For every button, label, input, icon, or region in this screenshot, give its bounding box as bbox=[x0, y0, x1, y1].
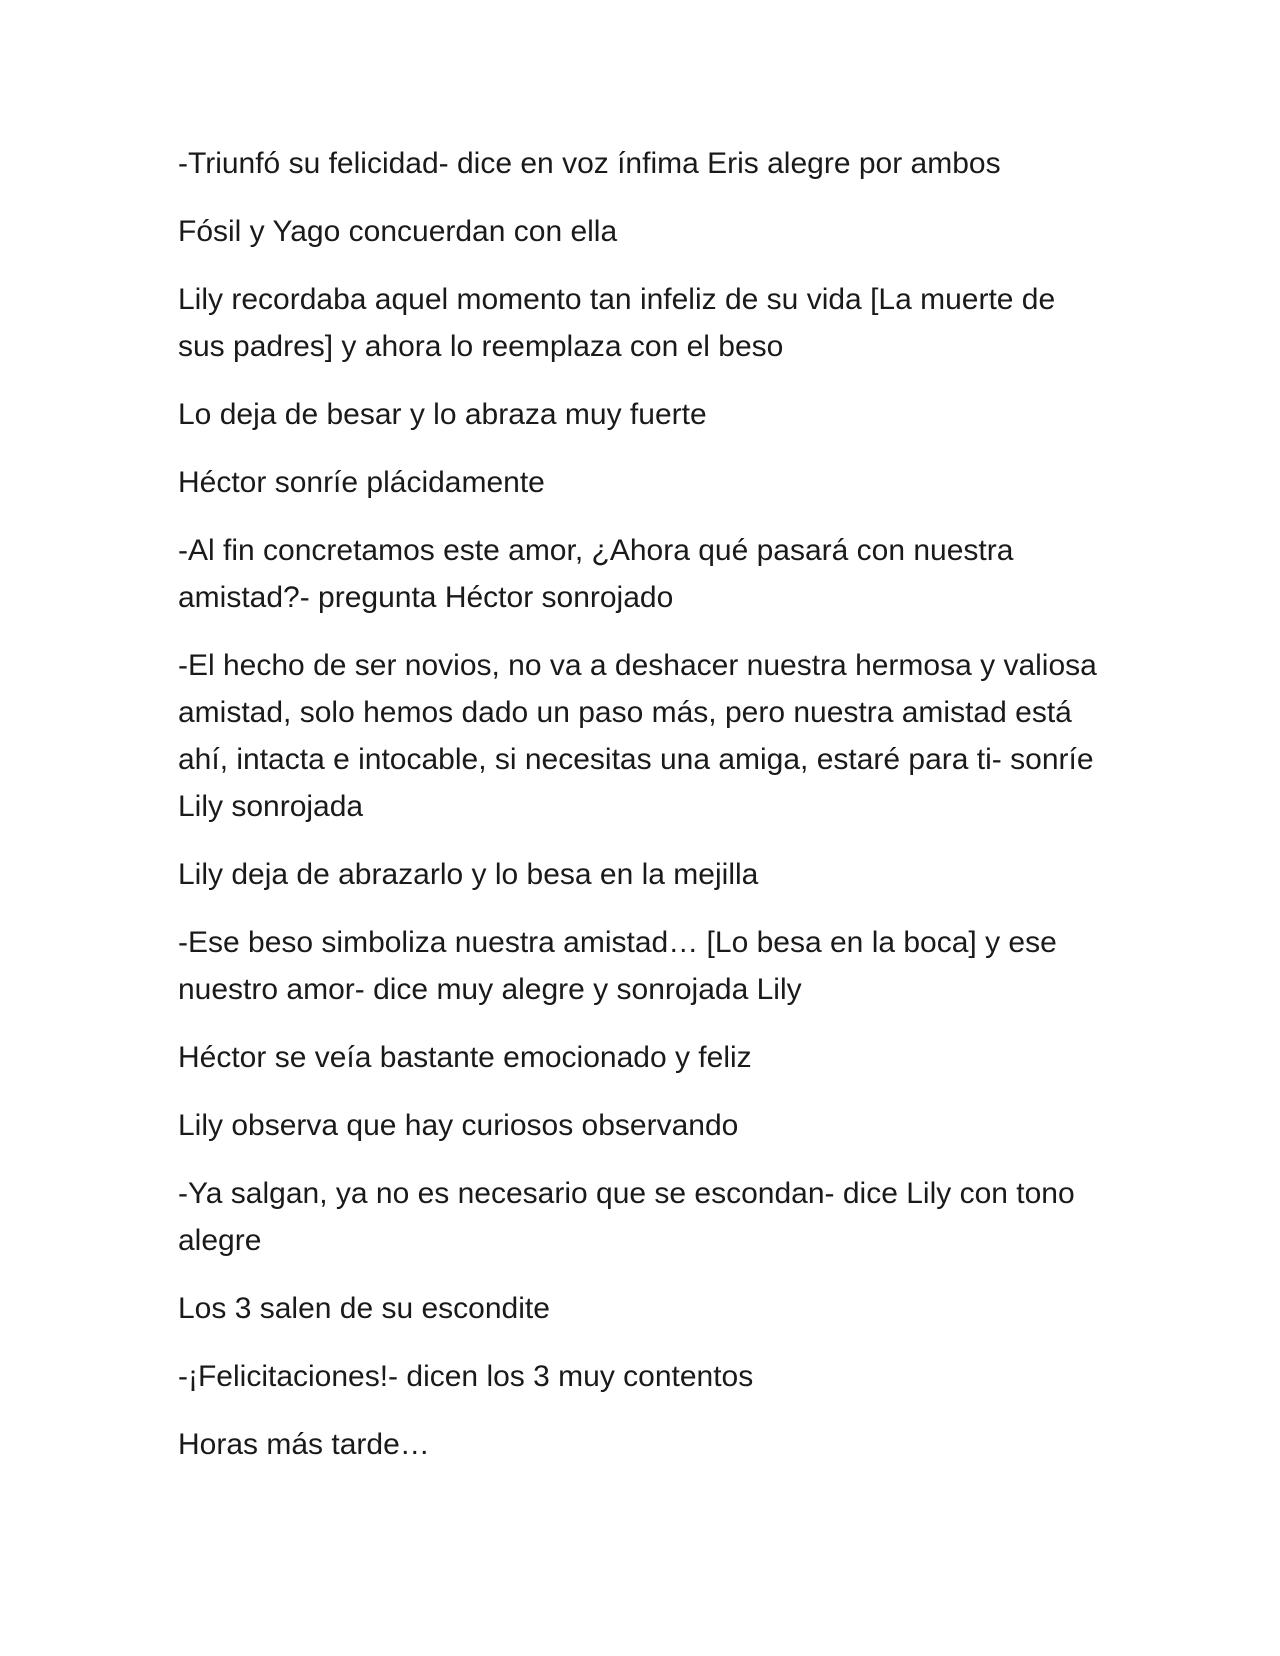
paragraph: Horas más tarde… bbox=[178, 1428, 430, 1461]
paragraph: Héctor se veía bastante emocionado y feliz bbox=[178, 1041, 752, 1074]
paragraph: -¡Felicitaciones!- dicen los 3 muy contentos bbox=[178, 1360, 754, 1393]
paragraph: Lily observa que hay curiosos observando bbox=[178, 1109, 739, 1142]
paragraph: -Triunfó su felicidad- dice en voz ínfima Eris alegre por ambos bbox=[178, 147, 1001, 180]
paragraph: Lily deja de abrazarlo y lo besa en la mejilla bbox=[178, 858, 759, 891]
paragraph: -El hecho de ser novios, no va a deshacer nuestra hermosa y valiosa amistad, solo hemos dado un paso más, pero nuestra amistad está ahí, intacta e intocable, si necesitas una amiga, estaré para ti- sonríe Lily sonrojada bbox=[178, 649, 1097, 823]
document-body bbox=[178, 140, 1108, 1489]
paragraph: Héctor sonríe plácidamente bbox=[178, 466, 545, 499]
paragraph: Fósil y Yago concuerdan con ella bbox=[178, 215, 618, 248]
paragraph: -Al fin concretamos este amor, ¿Ahora qué pasará con nuestra amistad?- pregunta Héctor sonrojado bbox=[178, 534, 1014, 614]
paragraph: -Ya salgan, ya no es necesario que se escondan- dice Lily con tono alegre bbox=[178, 1177, 1075, 1257]
paragraph: Los 3 salen de su escondite bbox=[178, 1292, 550, 1325]
paragraph: Lily recordaba aquel momento tan infeliz de su vida [La muerte de sus padres] y ahora lo reemplaza con el beso bbox=[178, 283, 1056, 363]
paragraph: Lo deja de besar y lo abraza muy fuerte bbox=[178, 398, 707, 431]
paragraph: -Ese beso simboliza nuestra amistad… [Lo besa en la boca] y ese nuestro amor- dice muy alegre y sonrojada Lily bbox=[178, 926, 1057, 1006]
